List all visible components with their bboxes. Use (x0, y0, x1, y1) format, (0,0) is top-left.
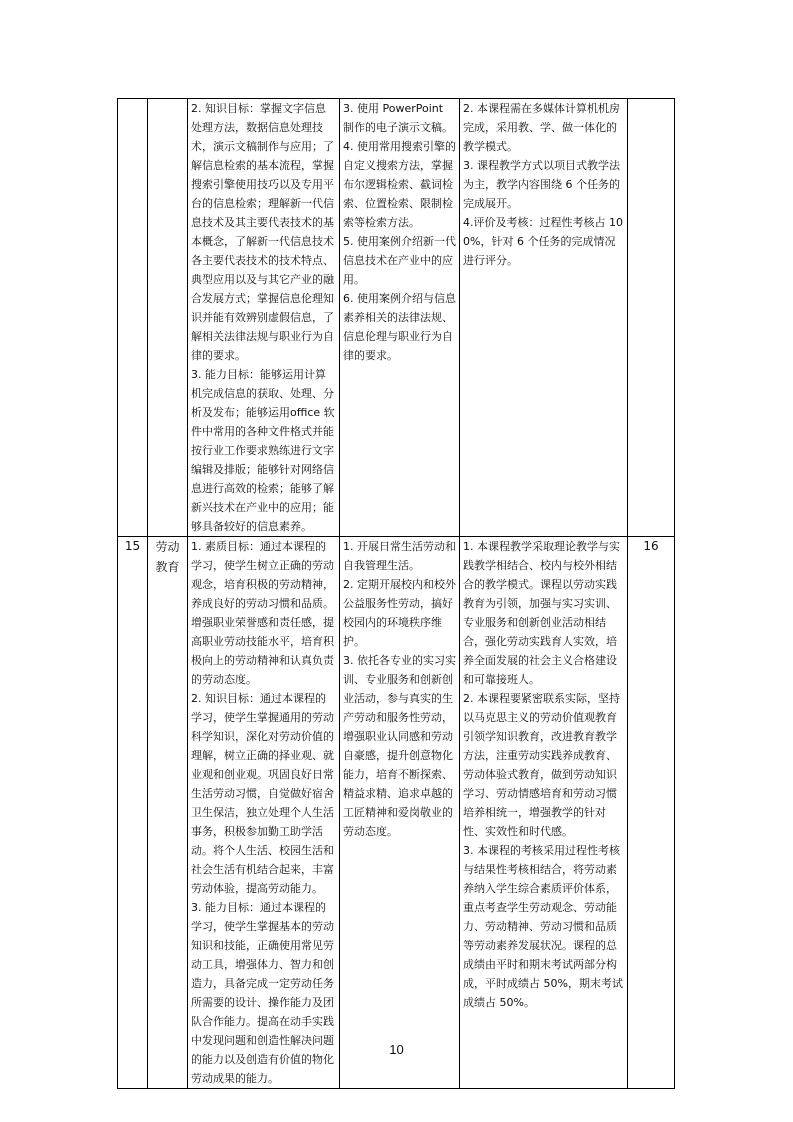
content-paragraph: 1. 开展日常生活劳动和自我管理生活。 (343, 540, 456, 572)
content-paragraph: 5. 使用案例介绍新一代信息技术在产业中的应用。 (343, 235, 456, 286)
objective-paragraph: 2. 知识目标：通过本课程的学习，使学生掌握通用的劳动科学知识，深化对劳动价值的理解，树立正确的择业观、就业观和创业观。巩固良好日常生活劳动习惯，自觉做好宿舍卫生保洁，独立处理个人生活事务，积极参加勤工助学活动。将个人生活、校园生活和社会生活有机结合起来，丰富劳动体验，提高劳动能力。 (191, 692, 334, 895)
requirement-paragraph: 3. 本课程的考核采用过程性考核与结果性考核相结合，将劳动素养纳入学生综合素质评价体系，重点考查学生劳动观念、劳动能力、劳动精神、劳动习惯和品质等劳动素养发展状况。课程的总成绩由平时和期末考试两部分构成，平时成绩占 50%，期末考试成绩占 50%。 (463, 844, 623, 1009)
content-paragraph: 2. 定期开展校内和校外公益服务性劳动，搞好校园内的环境秩序维护。 (343, 578, 456, 648)
requirement-paragraph: 4.评价及考核：过程性考核占 100%，针对 6 个任务的完成情况进行评分。 (463, 216, 623, 267)
objective-paragraph: 2. 知识目标：掌握文字信息处理方法，数据信息处理技术，演示文稿制作与应用；了解信息检索的基本流程，掌握搜索引擎使用技巧以及专用平台的信息检索；理解新一代信息技术及其主要代表技术的基本概念，了解新一代信息技术各主要代表技术的技术特点、典型应用以及与其它产业的融合发展方式；掌握信息伦理知识并能有效辨别虚假信息，了解相关法律法规与职业行为自律的要求。 (191, 102, 334, 362)
requirement-paragraph: 1. 本课程教学采取理论教学与实践教学相结合、校内与校外相结合的教学模式。课程以劳动实践教育为引领，加强与实习实训、专业服务和创新创业活动相结合，强化劳动实践育人实效，培养全面发展的社会主义合格建设和可靠接班人。 (463, 540, 620, 686)
requirements-cell (460, 99, 628, 537)
table-row (118, 99, 675, 537)
course-name-cell: 劳动教育 (148, 537, 188, 1089)
hours-cell: 16 (628, 537, 675, 1089)
requirements-cell (460, 537, 628, 1089)
table-row (118, 537, 675, 1089)
hours-cell (628, 99, 675, 537)
objective-paragraph: 3. 能力目标：通过本课程的学习，使学生掌握基本的劳动知识和技能，正确使用常见劳动工具，增强体力、智力和创造力，具备完成一定劳动任务所需要的设计、操作能力及团队合作能力。提高在动手实践中发现问题和创造性解决问题的能力以及创造有价值的物化劳动成果的能力。 (191, 901, 334, 1085)
course-number-cell: 15 (118, 537, 148, 1089)
content-paragraph: 6. 使用案例介绍与信息素养相关的法律法规、信息伦理与职业行为自律的要求。 (343, 292, 456, 362)
objective-paragraph: 1. 素质目标：通过本课程的学习，使学生树立正确的劳动观念，培育积极的劳动精神，养成良好的劳动习惯和品质。增强职业荣誉感和责任感，提高职业劳动技能水平，培育积极向上的劳动精神和认真负责的劳动态度。 (191, 540, 334, 686)
course-number-cell (118, 99, 148, 537)
requirement-paragraph: 2. 本课程要紧密联系实际，坚持以马克思主义的劳动价值观教育引领学知识教育，改进教育教学方法，注重劳动实践养成教育、劳动体验式教育，做到劳动知识学习、劳动情感培育和劳动习惯培养相统一，增强教学的针对性、实效性和时代感。 (463, 692, 620, 838)
content-paragraph: 3. 使用 PowerPoint 制作的电子演示文稿。 (343, 102, 453, 134)
requirement-paragraph: 3. 课程教学方式以项目式教学法为主，教学内容围绕 6 个任务的完成展开。 (463, 159, 620, 210)
course-name-cell (148, 99, 188, 537)
contents-cell (340, 99, 460, 537)
objectives-cell (188, 99, 340, 537)
content-paragraph: 4. 使用常用搜索引擎的自定义搜索方法，掌握布尔逻辑检索、截词检索、位置检索、限制检索等检索方法。 (343, 140, 456, 229)
curriculum-table (117, 98, 675, 1089)
contents-cell (340, 537, 460, 1089)
content-paragraph: 3. 依托各专业的实习实训、专业服务和创新创业活动，参与真实的生产劳动和服务性劳动，增强职业认同感和劳动自豪感，提升创意物化能力，培育不断探索、精益求精、追求卓越的工匠精神和爱岗敬业的劳动态度。 (343, 654, 456, 838)
requirement-paragraph: 2. 本课程需在多媒体计算机机房完成，采用教、学、做一体化的教学模式。 (463, 102, 620, 153)
objectives-cell (188, 537, 340, 1089)
page-number: 10 (389, 1042, 404, 1057)
objective-paragraph: 3. 能力目标：能够运用计算机完成信息的获取、处理、分析及发布；能够运用office 软件中常用的各种文件格式并能按行业工作要求熟练进行文字编辑及排版；能够针对网络信息进行高效的检索；能够了解新兴技术在产业中的应用；能够具备较好的信息素养。 (191, 368, 335, 533)
